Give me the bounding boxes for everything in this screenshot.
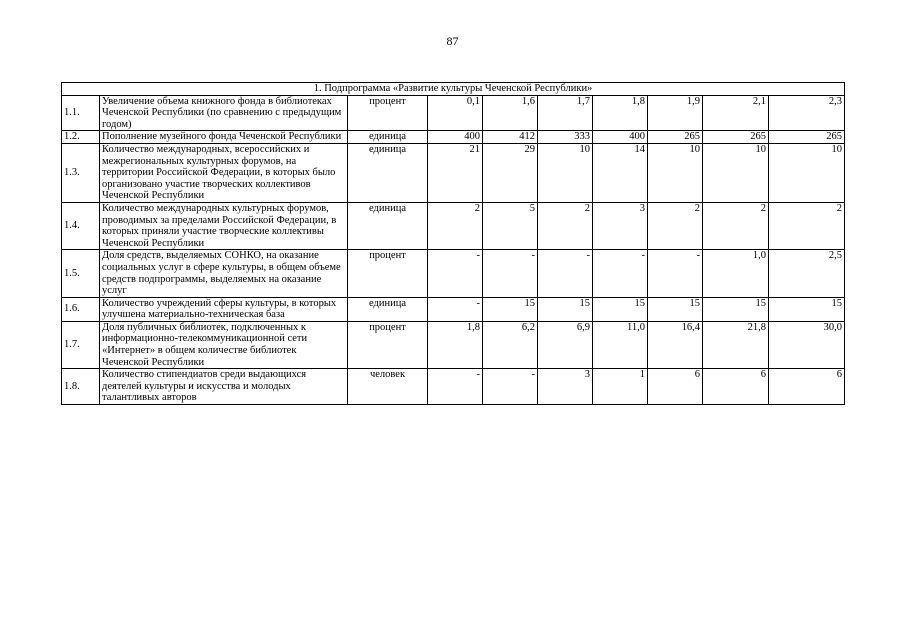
indicator-name: Доля средств, выделяемых СОНКО, на оказание социальных услуг в сфере культуры, в общем объеме средств подпрограммы, выделяемых на оказание услуг — [100, 250, 348, 297]
table-row — [62, 297, 845, 321]
indicator-name: Количество учреждений сферы культуры, в которых улучшена материально-техническая база — [100, 297, 348, 321]
unit-cell: процент — [348, 250, 428, 297]
value-cell: 10 — [769, 143, 845, 202]
row-number: 1.3. — [62, 143, 100, 202]
unit-cell: единица — [348, 143, 428, 202]
table-row — [62, 131, 845, 144]
value-cell: 6,9 — [538, 321, 593, 368]
value-cell: - — [428, 297, 483, 321]
value-cell: - — [483, 250, 538, 297]
row-number: 1.6. — [62, 297, 100, 321]
table-row — [62, 369, 845, 405]
row-number: 1.2. — [62, 131, 100, 144]
value-cell: 1,8 — [428, 321, 483, 368]
value-cell: - — [593, 250, 648, 297]
page-number: 87 — [446, 34, 459, 48]
value-cell: 1,8 — [593, 95, 648, 131]
indicator-name: Количество международных, всероссийских и межрегиональных культурных форумов, на территории Российской Федерации, в которых было организовано участие творческих коллективов Чеченской Республики — [100, 143, 348, 202]
value-cell: 15 — [769, 297, 845, 321]
indicator-name: Количество международных культурных форумов, проводимых за пределами Российской Федерации, в которых приняли участие творческие коллективы Чеченской Республики — [100, 202, 348, 249]
row-number: 1.7. — [62, 321, 100, 368]
value-cell: 2,5 — [769, 250, 845, 297]
value-cell: - — [538, 250, 593, 297]
value-cell: 2,1 — [703, 95, 769, 131]
value-cell: 10 — [703, 143, 769, 202]
value-cell: 400 — [428, 131, 483, 144]
value-cell: 5 — [483, 202, 538, 249]
value-cell: 3 — [593, 202, 648, 249]
value-cell: 30,0 — [769, 321, 845, 368]
value-cell: 14 — [593, 143, 648, 202]
value-cell: 3 — [538, 369, 593, 405]
value-cell: 15 — [593, 297, 648, 321]
value-cell: 6 — [703, 369, 769, 405]
value-cell: 1,6 — [483, 95, 538, 131]
value-cell: 0,1 — [428, 95, 483, 131]
value-cell: - — [483, 369, 538, 405]
indicator-name: Доля публичных библиотек, подключенных к информационно-телекоммуникационной сети «Интернет» в общем количестве библиотек Чеченской Республики — [100, 321, 348, 368]
unit-cell: единица — [348, 297, 428, 321]
indicator-name: Количество стипендиатов среди выдающихся деятелей культуры и искусства и молодых талантливых авторов — [100, 369, 348, 405]
value-cell: 15 — [648, 297, 703, 321]
row-number: 1.4. — [62, 202, 100, 249]
value-cell: 15 — [703, 297, 769, 321]
value-cell: 333 — [538, 131, 593, 144]
row-number: 1.5. — [62, 250, 100, 297]
table-row — [62, 143, 845, 202]
value-cell: 15 — [538, 297, 593, 321]
table-row — [62, 250, 845, 297]
value-cell: 11,0 — [593, 321, 648, 368]
value-cell: 2,3 — [769, 95, 845, 131]
value-cell: 1,7 — [538, 95, 593, 131]
table-row — [62, 202, 845, 249]
value-cell: - — [428, 369, 483, 405]
row-number: 1.8. — [62, 369, 100, 405]
value-cell: 412 — [483, 131, 538, 144]
unit-cell: человек — [348, 369, 428, 405]
unit-cell: процент — [348, 95, 428, 131]
value-cell: 29 — [483, 143, 538, 202]
value-cell: 6 — [648, 369, 703, 405]
unit-cell: единица — [348, 131, 428, 144]
value-cell: 2 — [648, 202, 703, 249]
table-row — [62, 321, 845, 368]
value-cell: 400 — [593, 131, 648, 144]
value-cell: 2 — [769, 202, 845, 249]
value-cell: 6 — [769, 369, 845, 405]
value-cell: 265 — [769, 131, 845, 144]
section-header-row — [62, 83, 845, 96]
section-title: 1. Подпрограмма «Развитие культуры Чеченской Республики» — [62, 83, 845, 96]
value-cell: 6,2 — [483, 321, 538, 368]
value-cell: 2 — [428, 202, 483, 249]
value-cell: 10 — [538, 143, 593, 202]
row-number: 1.1. — [62, 95, 100, 131]
value-cell: 21,8 — [703, 321, 769, 368]
table-row — [62, 95, 845, 131]
value-cell: 10 — [648, 143, 703, 202]
value-cell: 1 — [593, 369, 648, 405]
value-cell: 2 — [703, 202, 769, 249]
indicators-table — [61, 82, 845, 405]
value-cell: - — [648, 250, 703, 297]
value-cell: 1,0 — [703, 250, 769, 297]
unit-cell: единица — [348, 202, 428, 249]
value-cell: 16,4 — [648, 321, 703, 368]
value-cell: 265 — [703, 131, 769, 144]
value-cell: - — [428, 250, 483, 297]
value-cell: 21 — [428, 143, 483, 202]
indicator-name: Пополнение музейного фонда Чеченской Республики — [100, 131, 348, 144]
unit-cell: процент — [348, 321, 428, 368]
indicator-name: Увеличение объема книжного фонда в библиотеках Чеченской Республики (по сравнению с предыдущим годом) — [100, 95, 348, 131]
value-cell: 2 — [538, 202, 593, 249]
value-cell: 1,9 — [648, 95, 703, 131]
value-cell: 15 — [483, 297, 538, 321]
value-cell: 265 — [648, 131, 703, 144]
